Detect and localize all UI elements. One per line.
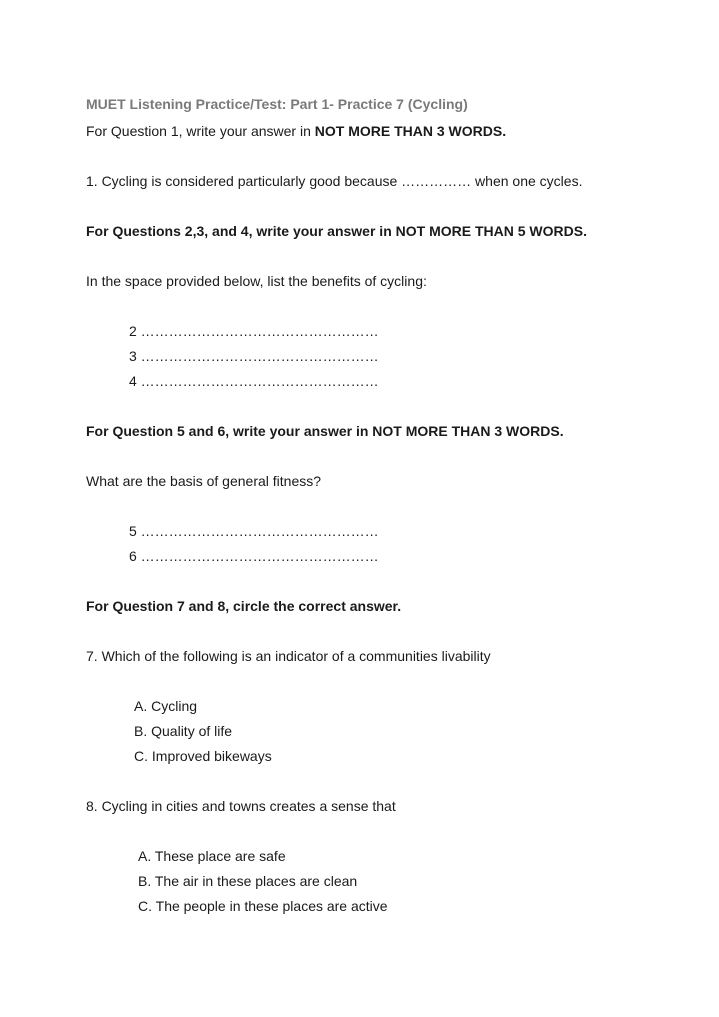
q1-instruction	[86, 122, 506, 140]
answer-blank-5: 5 ……………………………………………	[129, 523, 379, 539]
question-1: 1. Cycling is considered particularly good because …………… when one cycles.	[86, 173, 583, 189]
document-title: MUET Listening Practice/Test: Part 1- Practice 7 (Cycling)	[86, 96, 468, 112]
answer-blank-6: 6 ……………………………………………	[129, 548, 379, 564]
q234-instruction: For Questions 2,3, and 4, write your answer in NOT MORE THAN 5 WORDS.	[86, 223, 587, 239]
q7-option-b: B. Quality of life	[134, 723, 233, 739]
answer-blank-3: 3 ……………………………………………	[129, 348, 379, 364]
answer-blank-2: 2 ……………………………………………	[129, 323, 379, 339]
q8-option-b: B. The air in these places are clean	[138, 873, 358, 889]
q7-option-c: C. Improved bikeways	[134, 748, 272, 764]
q78-instruction: For Question 7 and 8, circle the correct answer.	[86, 598, 402, 614]
question-7: 7. Which of the following is an indicator of a communities livability	[86, 648, 491, 664]
q1-instruction-prefix: For Question 1, write your answer in	[86, 123, 315, 139]
q7-option-a: A. Cycling	[134, 698, 198, 714]
q56-instruction: For Question 5 and 6, write your answer in NOT MORE THAN 3 WORDS.	[86, 423, 564, 439]
q8-option-c: C. The people in these places are active	[138, 898, 388, 914]
question-8: 8. Cycling in cities and towns creates a sense that	[86, 798, 396, 814]
fitness-prompt: What are the basis of general fitness?	[86, 473, 322, 489]
benefits-prompt: In the space provided below, list the benefits of cycling:	[86, 273, 427, 289]
answer-blank-4: 4 ……………………………………………	[129, 373, 379, 389]
q8-option-a: A. These place are safe	[138, 848, 286, 864]
q1-instruction-emphasis: NOT MORE THAN 3 WORDS.	[314, 123, 507, 139]
